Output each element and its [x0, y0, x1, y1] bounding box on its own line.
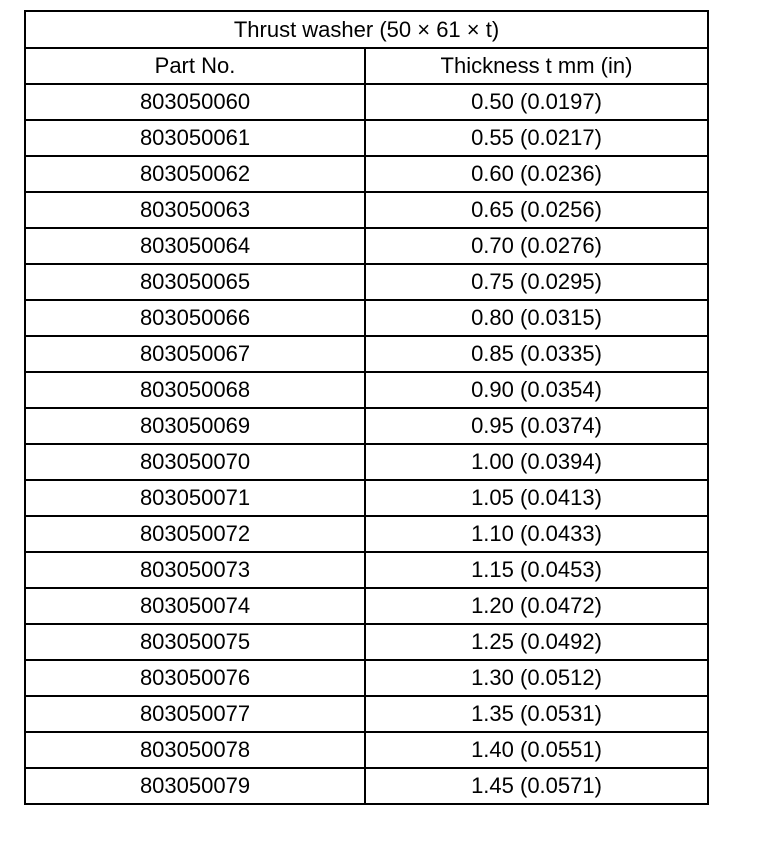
table-row	[25, 552, 708, 588]
table-row	[25, 660, 708, 696]
table-title-row	[25, 11, 708, 48]
table-row	[25, 408, 708, 444]
table-row	[25, 768, 708, 804]
thickness-cell: 0.95 (0.0374)	[365, 408, 708, 444]
table-body	[25, 84, 708, 804]
part-number-cell: 803050077	[25, 696, 365, 732]
table-row	[25, 120, 708, 156]
thickness-cell: 0.85 (0.0335)	[365, 336, 708, 372]
thrust-washer-table	[24, 10, 709, 805]
thickness-cell: 1.10 (0.0433)	[365, 516, 708, 552]
part-number-cell: 803050066	[25, 300, 365, 336]
thickness-cell: 0.55 (0.0217)	[365, 120, 708, 156]
thickness-cell: 0.50 (0.0197)	[365, 84, 708, 120]
table-row	[25, 84, 708, 120]
table-row	[25, 264, 708, 300]
table-row	[25, 192, 708, 228]
part-number-cell: 803050065	[25, 264, 365, 300]
column-header-part-no: Part No.	[25, 48, 365, 84]
table-row	[25, 696, 708, 732]
table-row	[25, 732, 708, 768]
thickness-cell: 0.80 (0.0315)	[365, 300, 708, 336]
table-row	[25, 444, 708, 480]
thickness-cell: 1.20 (0.0472)	[365, 588, 708, 624]
part-number-cell: 803050072	[25, 516, 365, 552]
part-number-cell: 803050069	[25, 408, 365, 444]
thickness-cell: 0.60 (0.0236)	[365, 156, 708, 192]
thickness-cell: 1.30 (0.0512)	[365, 660, 708, 696]
thickness-cell: 1.40 (0.0551)	[365, 732, 708, 768]
table-row	[25, 588, 708, 624]
table-row	[25, 372, 708, 408]
thickness-cell: 1.05 (0.0413)	[365, 480, 708, 516]
part-number-cell: 803050061	[25, 120, 365, 156]
thickness-cell: 0.90 (0.0354)	[365, 372, 708, 408]
part-number-cell: 803050076	[25, 660, 365, 696]
thickness-cell: 0.65 (0.0256)	[365, 192, 708, 228]
thickness-cell: 0.75 (0.0295)	[365, 264, 708, 300]
table-row	[25, 156, 708, 192]
part-number-cell: 803050078	[25, 732, 365, 768]
thickness-cell: 1.15 (0.0453)	[365, 552, 708, 588]
part-number-cell: 803050075	[25, 624, 365, 660]
thickness-cell: 1.45 (0.0571)	[365, 768, 708, 804]
part-number-cell: 803050071	[25, 480, 365, 516]
thickness-cell: 1.35 (0.0531)	[365, 696, 708, 732]
part-number-cell: 803050074	[25, 588, 365, 624]
table-row	[25, 480, 708, 516]
part-number-cell: 803050070	[25, 444, 365, 480]
table-header-row	[25, 48, 708, 84]
table-row	[25, 300, 708, 336]
part-number-cell: 803050067	[25, 336, 365, 372]
table-row	[25, 228, 708, 264]
part-number-cell: 803050064	[25, 228, 365, 264]
table-row	[25, 516, 708, 552]
table-row	[25, 624, 708, 660]
thrust-washer-table-container	[24, 10, 707, 805]
table-row	[25, 336, 708, 372]
thickness-cell: 1.25 (0.0492)	[365, 624, 708, 660]
part-number-cell: 803050073	[25, 552, 365, 588]
column-header-thickness: Thickness t mm (in)	[365, 48, 708, 84]
part-number-cell: 803050063	[25, 192, 365, 228]
part-number-cell: 803050062	[25, 156, 365, 192]
table-title: Thrust washer (50 × 61 × t)	[25, 11, 708, 48]
part-number-cell: 803050060	[25, 84, 365, 120]
thickness-cell: 0.70 (0.0276)	[365, 228, 708, 264]
part-number-cell: 803050079	[25, 768, 365, 804]
part-number-cell: 803050068	[25, 372, 365, 408]
thickness-cell: 1.00 (0.0394)	[365, 444, 708, 480]
